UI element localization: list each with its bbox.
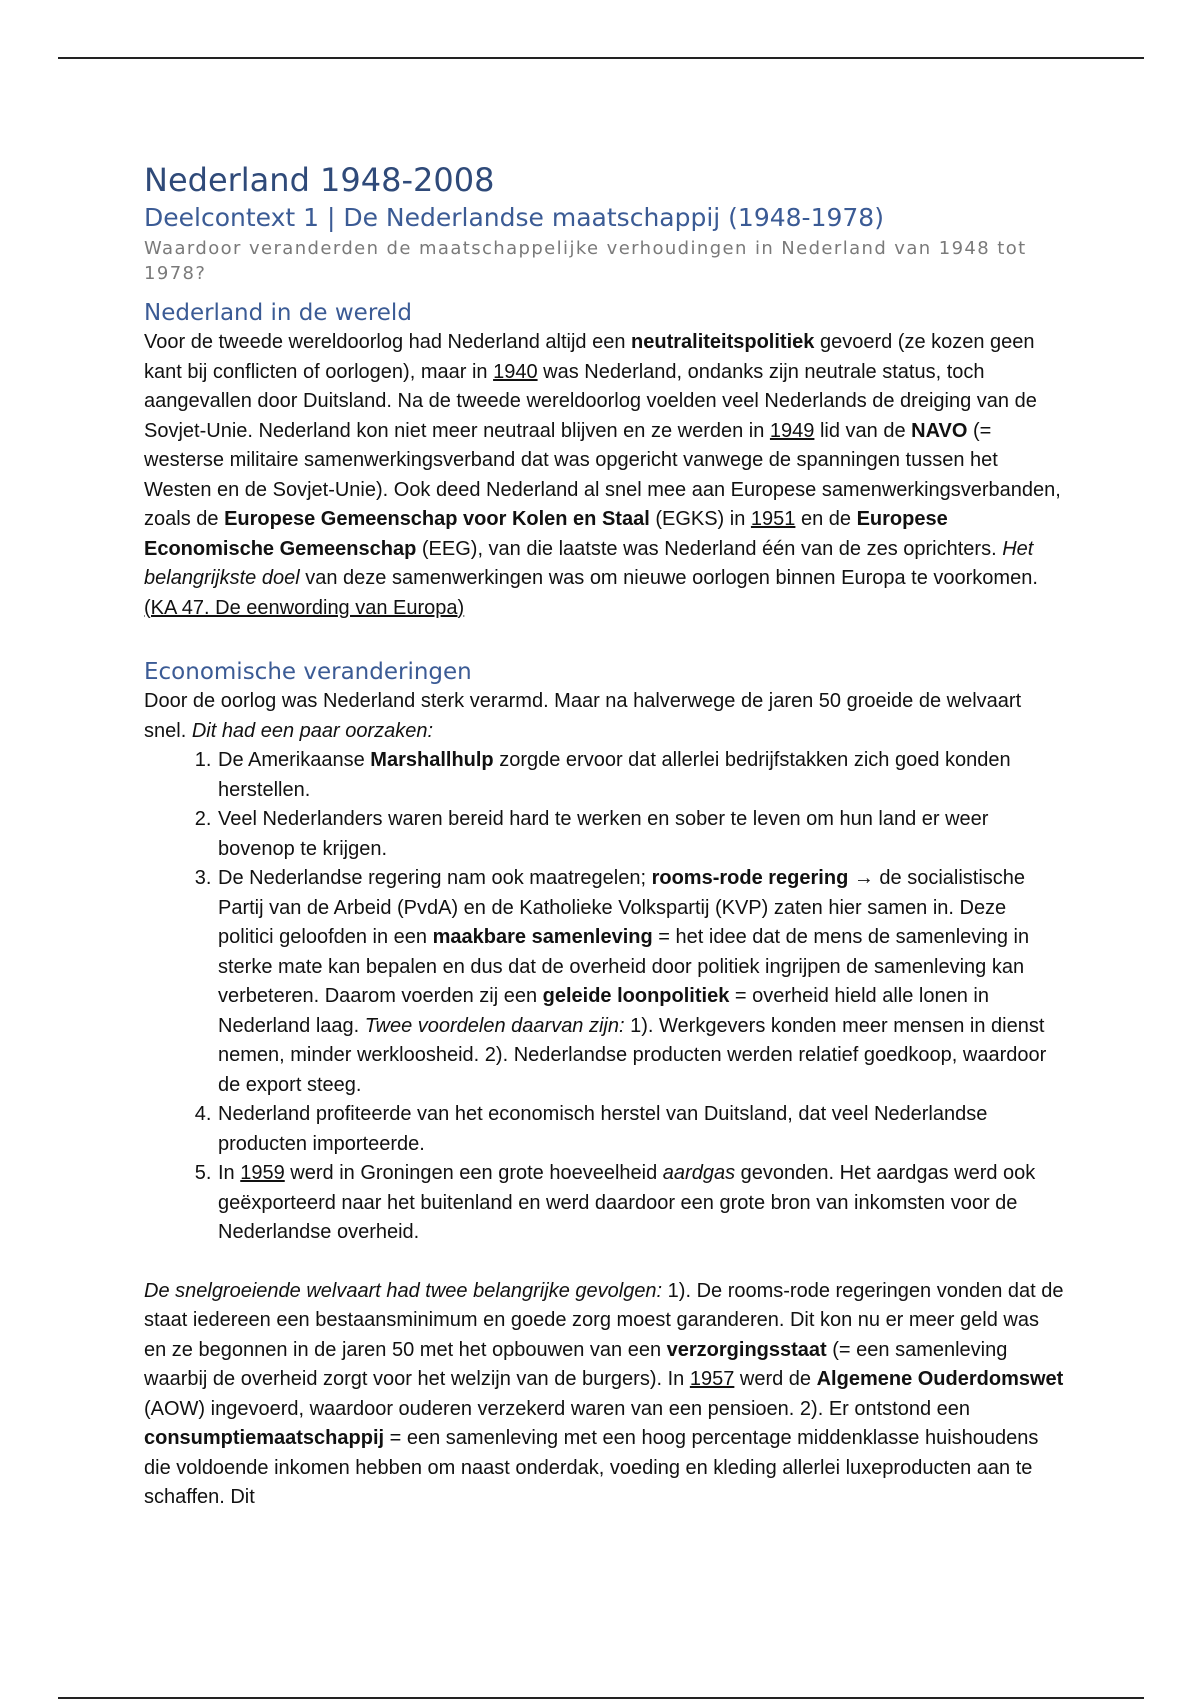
header-rule	[58, 57, 1144, 59]
list-item: 2. Veel Nederlanders waren bereid hard te werken en sober te leven om hun land er weer bovenop te krijgen.	[217, 805, 1064, 864]
section-heading-world: Nederland in de wereld	[144, 300, 412, 326]
section-paragraph-world: Voor de tweede wereldoorlog had Nederland altijd een neutraliteitspolitiek gevoerd (ze kozen geen kant bij conflicten of oorlogen), maar in 1940 was Nederland, ondanks zijn neutrale status, toch aangevallen door Duitsland. Na de tweede wereldoorlog voelden veel Nederlands de dreiging van de Sovjet-Unie. Nederland kon niet meer neutraal blijven en ze werden in 1949 lid van de NAVO (= westerse militaire samenwerkingsverband dat was opgericht vanwege de spanningen tussen het Westen en de Sovjet-Unie). Ook deed Nederland al snel mee aan Europese samenwerkingsverbanden, zoals de Europese Gemeenschap voor Kolen en Staal (EGKS) in 1951 en de Europese Economische Gemeenschap (EEG), van die laatste was Nederland één van de zes oprichters. Het belangrijkste doel van deze samenwerkingen was om nieuwe oorlogen binnen Europa te voorkomen. (KA 47. De eenwording van Europa)	[144, 331, 1061, 619]
section-heading-economy: Economische veranderingen	[144, 659, 472, 685]
guiding-question: Waardoor veranderden de maatschappelijke verhoudingen in Nederland van 1948 tot 1978?	[144, 238, 1027, 284]
list-item: 5. In 1959 werd in Groningen een grote hoeveelheid aardgas gevonden. Het aardgas werd ook geëxporteerd naar het buitenland en werd daardoor een grote bron van inkomsten voor de Nederlandse overheid.	[217, 1159, 1064, 1248]
section-intro-economy: Door de oorlog was Nederland sterk verarmd. Maar na halverwege de jaren 50 groeide de welvaart snel. Dit had een paar oorzaken:	[144, 690, 1022, 742]
document-subtitle: Deelcontext 1 | De Nederlandse maatschappij (1948-1978)	[144, 203, 884, 232]
causes-list	[144, 746, 1064, 1248]
reference-link[interactable]: (KA 47. De eenwording van Europa)	[144, 596, 465, 619]
document-body	[144, 160, 1064, 1513]
document-title: Nederland 1948-2008	[144, 161, 495, 199]
list-item: 1. De Amerikaanse Marshallhulp zorgde ervoor dat allerlei bedrijfstakken zich goed konden herstellen.	[217, 746, 1064, 805]
arrow-icon: →	[848, 867, 880, 889]
footer-rule	[58, 1697, 1144, 1699]
list-item: 4. Nederland profiteerde van het economisch herstel van Duitsland, dat veel Nederlandse producten importeerde.	[217, 1100, 1064, 1159]
list-item: 3. De Nederlandse regering nam ook maatregelen; rooms-rode regering → de socialistische Partij van de Arbeid (PvdA) en de Katholieke Volkspartij (KVP) zaten hier samen in. Deze politici geloofden in een maakbare samenleving = het idee dat de mens de samenleving in sterke mate kan bepalen en dus dat de overheid door politiek ingrijpen de samenleving kan verbeteren. Daarom voerden zij een geleide loonpolitiek = overheid hield alle lonen in Nederland laag. Twee voordelen daarvan zijn: 1). Werkgevers konden meer mensen in dienst nemen, minder werkloosheid. 2). Nederlandse producten werden relatief goedkoop, waardoor de export steeg.	[217, 864, 1064, 1100]
section-closing-economy: De snelgroeiende welvaart had twee belangrijke gevolgen: 1). De rooms-rode regeringen vonden dat de staat iedereen een bestaansminimum en goede zorg moest garanderen. Dit kon nu er meer geld was en ze begonnen in de jaren 50 met het opbouwen van een verzorgingsstaat (= een samenleving waarbij de overheid zorgt voor het welzijn van de burgers). In 1957 werd de Algemene Ouderdomswet (AOW) ingevoerd, waardoor ouderen verzekerd waren van een pensioen. 2). Er ontstond een consumptiemaatschappij = een samenleving met een hoog percentage middenklasse huishoudens die voldoende inkomen hebben om naast onderdak, voeding en kleding allerlei luxeproducten aan te schaffen. Dit	[144, 1279, 1064, 1508]
